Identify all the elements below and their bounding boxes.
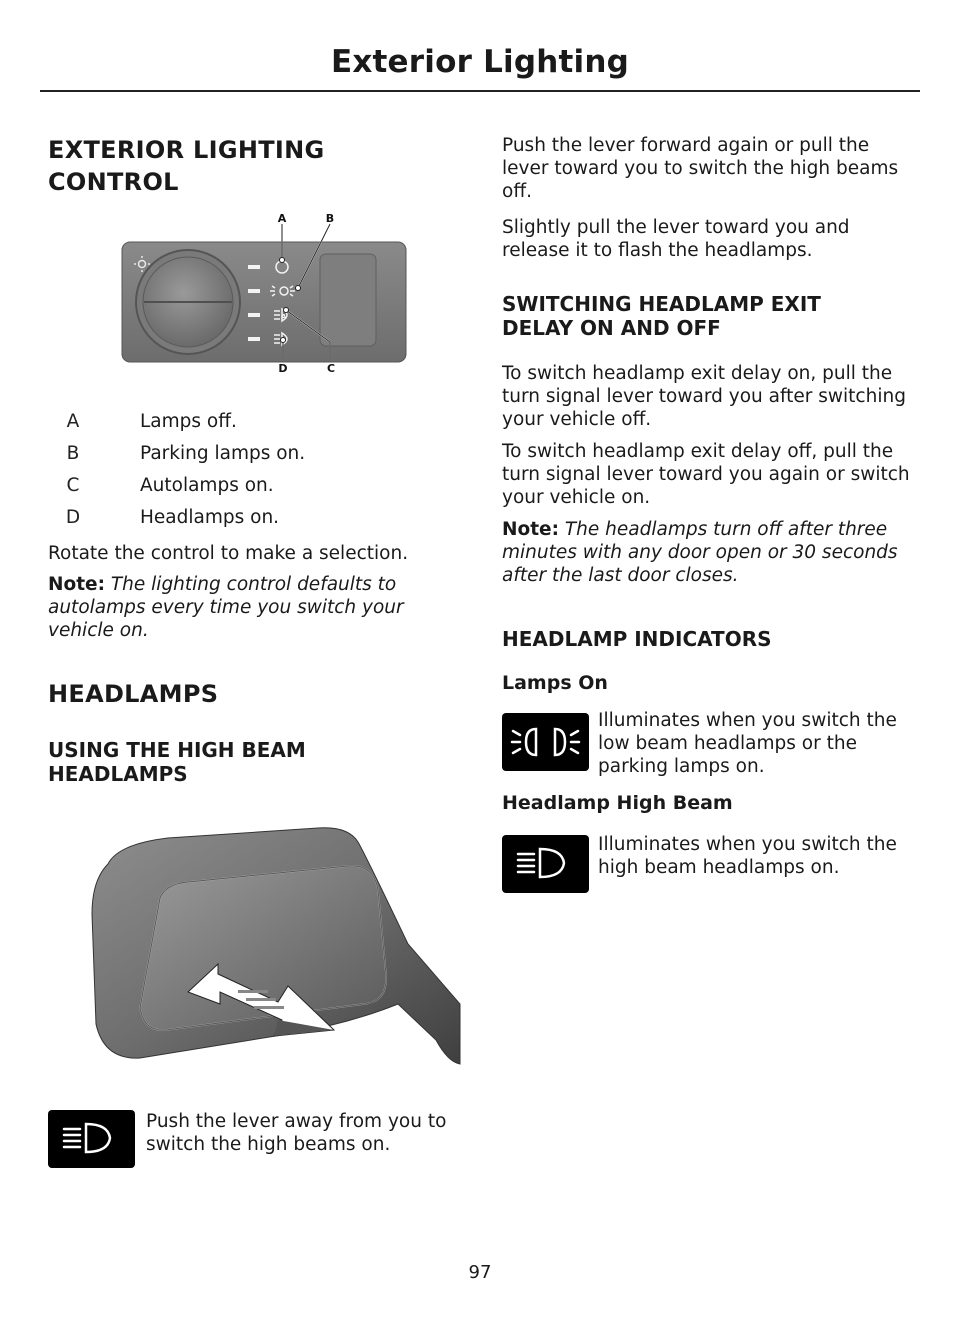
note-headlamps-off [502,518,914,587]
right-column [502,134,914,895]
legend-letter: A [66,411,80,432]
high-beam-indicator-icon [502,835,589,893]
section-title-exterior-lighting-control [48,134,464,198]
section-title-high-beam [48,738,464,786]
note-text: The headlamps turn off after three minutes with any door open or 30 seconds after the last door closes. [502,519,898,586]
lamps-on-text: Illuminates when you switch the low beam headlamps or the parking lamps on. [598,710,897,777]
legend-text: Lamps off. [140,411,237,432]
page-number: 97 [468,1262,492,1283]
figure-legend [48,410,464,538]
section-title-headlamp-indicators: HEADLAMP INDICATORS [502,627,772,651]
para-exit-delay-on: To switch headlamp exit delay on, pull the turn signal lever toward you after switching your vehicle off. [502,363,906,430]
legend-row [48,410,464,442]
legend-row [48,442,464,474]
legend-text: Headlamps on. [140,507,280,528]
note-lighting-default [48,573,464,642]
subsection-title-high-beam: Headlamp High Beam [502,792,733,814]
high-beam-indicator-row [502,835,914,895]
title-line-2: DELAY ON AND OFF [502,316,721,340]
parking-lamps-icon [502,713,589,771]
note-label: Note: [48,574,105,595]
turn-signal-lever-icon [48,824,464,1074]
headlamp-control-figure [120,214,410,374]
legend-text: Parking lamps on. [140,443,306,464]
note-text: The lighting control defaults to autolamps every time you switch your vehicle on. [48,574,404,641]
para-flash-headlamps: Slightly pull the lever toward you and release it to flash the headlamps. [502,217,850,261]
high-beam-indicator-glyph [502,835,589,893]
high-beam-row [48,1110,464,1170]
para-exit-delay-off: To switch headlamp exit delay off, pull the turn signal lever toward you again or switch your vehicle on. [502,441,910,508]
legend-row [48,506,464,538]
legend-text: Autolamps on. [140,475,274,496]
title-line-1: USING THE HIGH BEAM [48,738,306,762]
figure-label-d: D [278,362,288,374]
subsection-title-lamps-on: Lamps On [502,672,608,694]
legend-letter: B [66,443,80,464]
svg-text:A: A [281,313,287,321]
figure-label-b: B [325,214,335,225]
high-beam-icon [48,1110,135,1168]
section-title-headlamps: HEADLAMPS [48,680,219,708]
high-beam-indicator-text: Illuminates when you switch the high beam headlamps on. [598,834,897,878]
push-lever-text: Push the lever away from you to switch the high beams on. [146,1111,447,1155]
header-rule [40,90,920,92]
legend-row [48,474,464,506]
legend-letter: D [65,507,81,528]
section-title-exit-delay [502,292,914,340]
lamps-on-row [502,709,914,789]
title-line-1: EXTERIOR LIGHTING [48,136,325,164]
note-label: Note: [502,519,559,540]
title-line-2: CONTROL [48,168,179,196]
headlamp-control-knob-icon [120,214,410,374]
title-line-1: SWITCHING HEADLAMP EXIT [502,292,821,316]
high-beam-glyph [48,1110,135,1168]
page-header-title: Exterior Lighting [330,44,630,80]
lever-figure [48,824,464,1074]
rotate-instruction: Rotate the control to make a selection. [48,543,409,564]
title-line-2: HEADLAMPS [48,762,188,786]
para-high-beams-off: Push the lever forward again or pull the lever toward you to switch the high beams off. [502,135,899,202]
figure-label-a: A [277,214,287,225]
legend-letter: C [66,475,80,496]
figure-label-c: C [326,362,336,374]
left-column [48,130,464,1170]
parking-lamps-glyph [502,713,589,771]
